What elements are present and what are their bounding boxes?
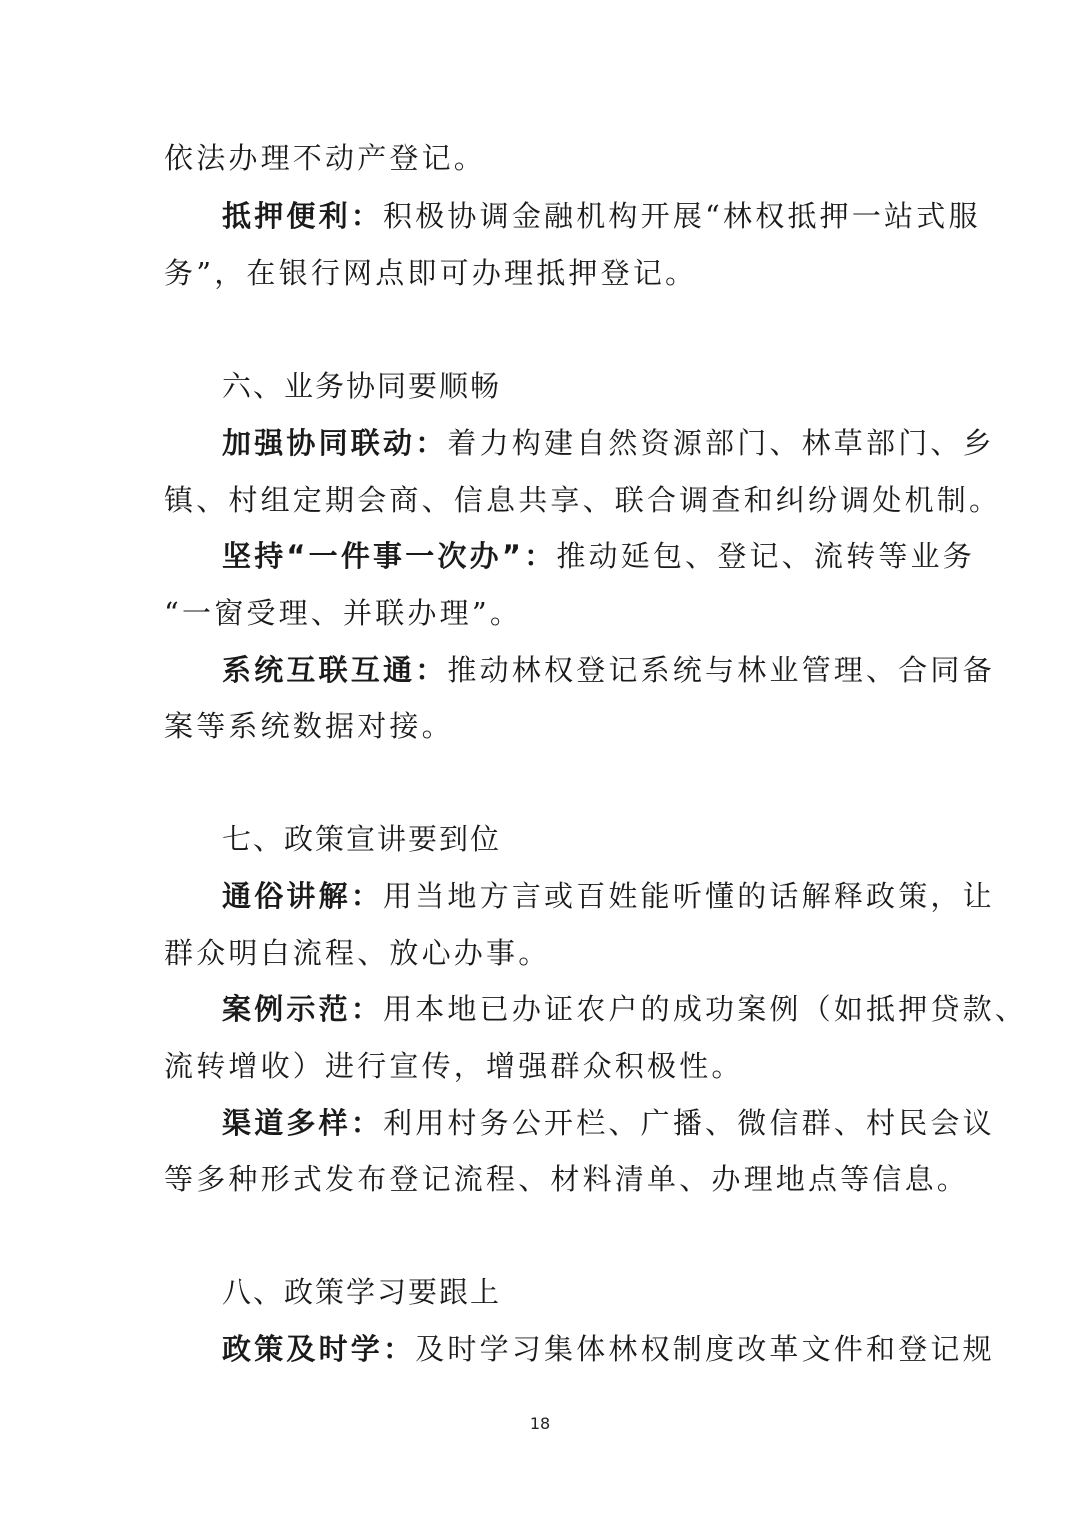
coop-paragraph-line2: 镇、村组定期会商、信息共享、联合调查和纠纷调处机制。 bbox=[164, 483, 1002, 517]
coop-paragraph-line1: 加强协同联动：着力构建自然资源部门、林草部门、乡 bbox=[222, 426, 995, 460]
study-paragraph-line1: 政策及时学：及时学习集体林权制度改革文件和登记规 bbox=[222, 1332, 995, 1366]
system-lead: 系统互联互通： bbox=[222, 653, 448, 687]
channels-paragraph-line1: 渠道多样：利用村务公开栏、广播、微信群、村民会议 bbox=[222, 1106, 995, 1140]
cases-paragraph-line1: 案例示范：用本地已办证农户的成功案例（如抵押贷款、 bbox=[222, 992, 1028, 1026]
mortgage-paragraph-line1: 抵押便利：积极协调金融机构开展“林权抵押一站式服 bbox=[222, 199, 981, 233]
cases-lead: 案例示范： bbox=[222, 992, 384, 1026]
channels-paragraph-line2: 等多种形式发布登记流程、材料清单、办理地点等信息。 bbox=[164, 1162, 970, 1196]
section-heading-7: 七、政策宣讲要到位 bbox=[222, 822, 502, 856]
onething-paragraph-line1: 坚持“一件事一次办”：推动延包、登记、流转等业务 bbox=[222, 539, 975, 573]
study-lead: 政策及时学： bbox=[222, 1332, 416, 1366]
system-paragraph-line1: 系统互联互通：推动林权登记系统与林业管理、合同备 bbox=[222, 653, 995, 687]
coop-lead: 加强协同联动： bbox=[222, 426, 448, 460]
cases-paragraph-line2: 流转增收）进行宣传，增强群众积极性。 bbox=[164, 1049, 744, 1083]
explain-lead: 通俗讲解： bbox=[222, 879, 384, 913]
system-paragraph-line2: 案等系统数据对接。 bbox=[164, 709, 454, 743]
mortgage-lead: 抵押便利： bbox=[222, 199, 384, 233]
channels-lead: 渠道多样： bbox=[222, 1106, 384, 1140]
mortgage-paragraph-line2: 务”，在银行网点即可办理抵押登记。 bbox=[164, 256, 698, 290]
onething-lead: 坚持“一件事一次办”： bbox=[222, 539, 557, 573]
section-heading-6: 六、业务协同要顺畅 bbox=[222, 369, 502, 403]
explain-paragraph-line2: 群众明白流程、放心办事。 bbox=[164, 936, 551, 970]
explain-paragraph-line1: 通俗讲解：用当地方言或百姓能听懂的话解释政策，让 bbox=[222, 879, 995, 913]
body-line: 依法办理不动产登记。 bbox=[164, 141, 487, 175]
onething-paragraph-line2: “一窗受理、并联办理”。 bbox=[164, 596, 523, 630]
page-number: 18 bbox=[529, 1414, 551, 1433]
section-heading-8: 八、政策学习要跟上 bbox=[222, 1275, 502, 1309]
